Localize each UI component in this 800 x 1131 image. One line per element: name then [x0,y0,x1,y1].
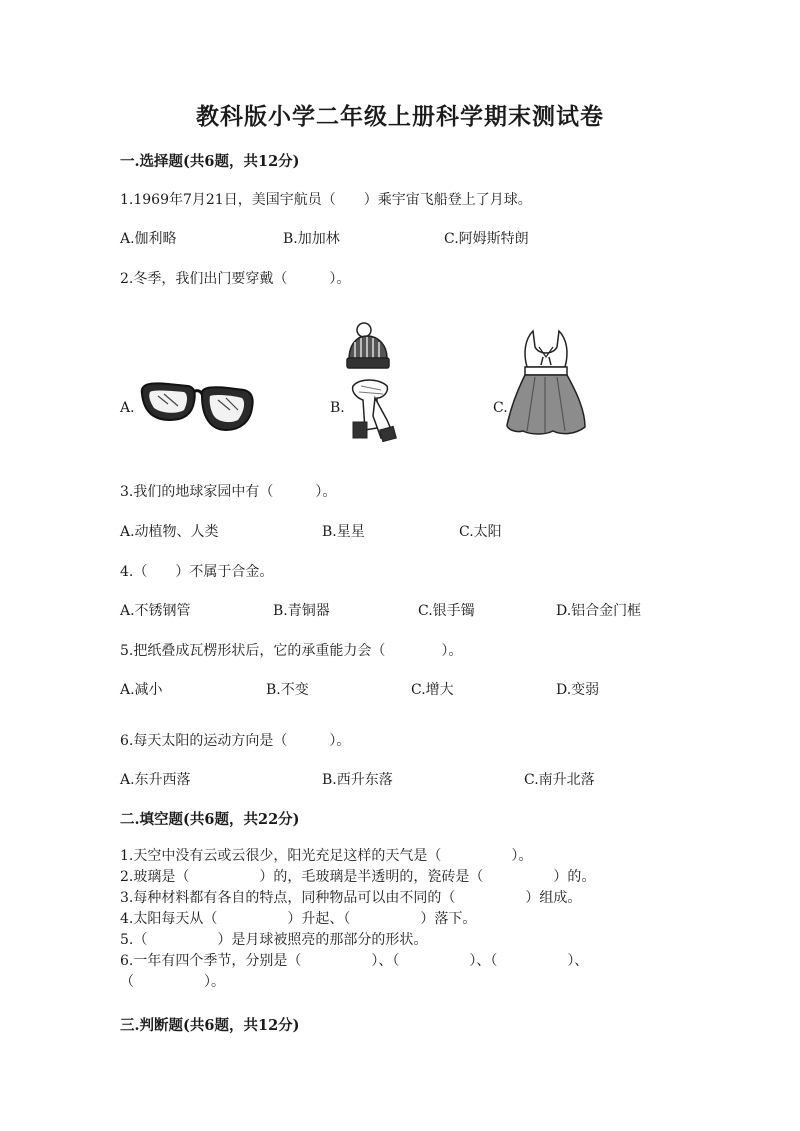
fill-blank-line: 2.玻璃是（ ）的，毛玻璃是半透明的，瓷砖是（ ）的。 [120,869,596,885]
sunglasses-icon [138,380,256,440]
fill-blank-line: 6.一年有四个季节，分别是（ ）、（ ）、（ ）、 [120,953,589,969]
option-b: B. [330,400,345,416]
fill-blank-line: 3.每种材料都有各自的特点，同种物品可以由不同的（ ）组成。 [120,890,582,906]
option-b: B.星星 [322,524,365,540]
option-b: B.不变 [266,682,309,698]
option-a: A.东升西落 [120,772,191,788]
section-heading-true-false: 三.判断题(共6题，共12分) [120,1017,300,1034]
hat-and-scarf-icon [343,320,403,442]
fill-blank-line: 5.（ ）是月球被照亮的那部分的形状。 [120,932,428,948]
fill-blank-line: （ ）。 [120,974,225,990]
option-a: A.动植物、人类 [120,524,219,540]
question-stem: 6.每天太阳的运动方向是（ ）。 [120,733,351,749]
option-a: A.不锈钢管 [120,603,191,619]
option-c: C.太阳 [459,524,502,540]
dress-icon [505,327,587,439]
section-heading-choice: 一.选择题(共6题，共12分) [120,153,300,170]
option-b: B.西升东落 [322,772,393,788]
question-stem: 4.（ ）不属于合金。 [120,564,274,580]
option-d: D.铝合金门框 [556,603,642,619]
fill-blank-line: 1.天空中没有云或云很少，阳光充足这样的天气是（ ）。 [120,848,533,864]
option-c: C.南升北落 [524,772,595,788]
option-c: C.银手镯 [418,603,475,619]
question-stem: 5.把纸叠成瓦楞形状后，它的承重能力会（ ）。 [120,643,463,659]
option-b: B.加加林 [283,231,340,247]
question-stem: 3.我们的地球家园中有（ ）。 [120,484,337,500]
section-heading-fill-blank: 二.填空题(共6题，共22分) [120,811,300,828]
option-a: A.减小 [120,682,163,698]
question-stem: 2.冬季，我们出门要穿戴（ ）。 [120,271,351,287]
page-title: 教科版小学二年级上册科学期末测试卷 [196,103,604,130]
option-d: D.变弱 [556,682,600,698]
option-c: C.增大 [411,682,454,698]
option-c: C. [493,400,508,416]
question-stem: 1.1969年7月21日，美国宇航员（ ）乘宇宙飞船登上了月球。 [120,192,532,208]
option-a: A.伽利略 [120,231,177,247]
option-c: C.阿姆斯特朗 [444,231,529,247]
option-a: A. [120,400,135,416]
option-b: B.青铜器 [273,603,330,619]
fill-blank-line: 4.太阳每天从（ ）升起、（ ）落下。 [120,911,477,927]
